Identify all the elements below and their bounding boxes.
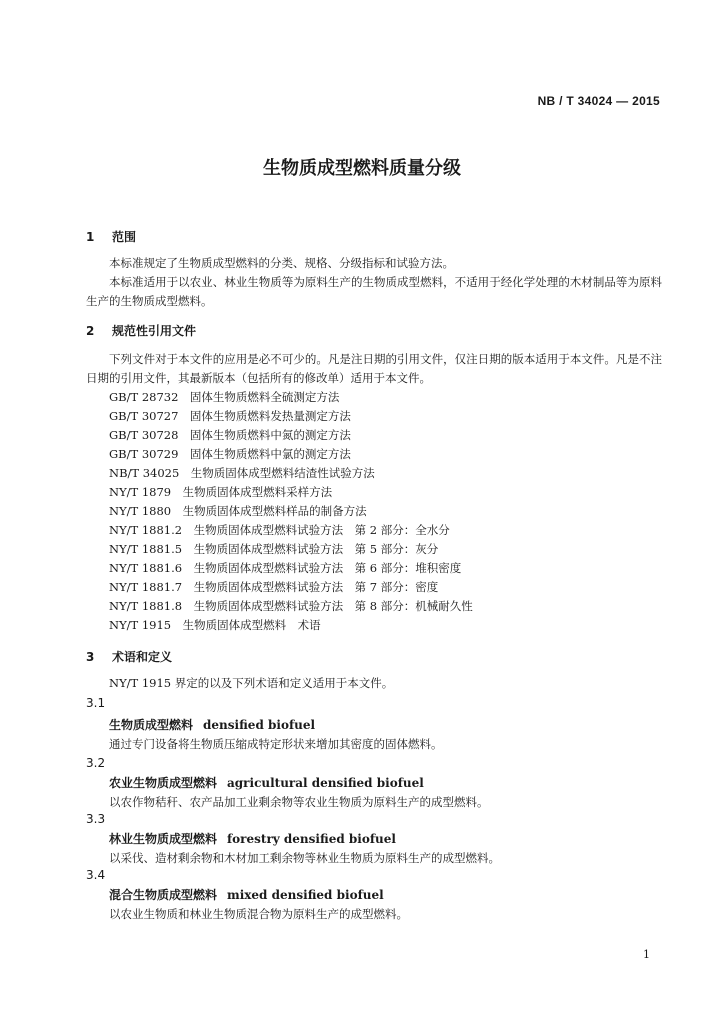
term-cn: 混合生物质成型燃料 — [109, 888, 218, 902]
term-number: 3.1 — [86, 696, 106, 710]
section-title: 规范性引用文件 — [112, 324, 197, 338]
references-intro: 下列文件对于本文件的应用是必不可少的。凡是注日期的引用文件，仅注日期的版本适用于本文件。凡是不注日期的引用文件，其最新版本（包括所有的修改单）适用于本文件。 — [86, 352, 662, 385]
term-heading — [109, 774, 424, 791]
term-en: forestry densified biofuel — [227, 832, 396, 846]
terms-intro: NY/T 1915 界定的以及下列术语和定义适用于本文件。 — [109, 676, 394, 690]
reference-item: NY/T 1881.5 生物质固体成型燃料试验方法 第 5 部分：灰分 — [109, 542, 439, 556]
term-cn: 林业生物质成型燃料 — [109, 832, 218, 846]
section-title: 术语和定义 — [112, 650, 173, 664]
section-2-heading — [86, 322, 196, 339]
reference-item: NY/T 1881.2 生物质固体成型燃料试验方法 第 2 部分：全水分 — [109, 523, 450, 537]
term-heading — [109, 830, 396, 847]
scope-paragraph-2: 本标准适用于以农业、林业生物质等为原料生产的生物质成型燃料，不适用于经化学处理的木材制品等为原料生产的生物质成型燃料。 — [86, 275, 662, 308]
term-number: 3.4 — [86, 868, 106, 882]
term-definition: 以农作物秸秆、农产品加工业剩余物等农业生物质为原料生产的成型燃料。 — [109, 795, 489, 809]
section-number: 3 — [86, 650, 95, 664]
term-cn: 农业生物质成型燃料 — [109, 776, 218, 790]
term-heading — [109, 886, 384, 903]
section-number: 2 — [86, 324, 95, 338]
reference-item: NY/T 1880 生物质固体成型燃料样品的制备方法 — [109, 504, 367, 518]
term-heading — [109, 716, 315, 733]
reference-item: NY/T 1881.6 生物质固体成型燃料试验方法 第 6 部分：堆积密度 — [109, 561, 462, 575]
reference-item: NY/T 1881.8 生物质固体成型燃料试验方法 第 8 部分：机械耐久性 — [109, 599, 473, 613]
reference-item: GB/T 30727 固体生物质燃料发热量测定方法 — [109, 409, 351, 423]
reference-item: GB/T 30728 固体生物质燃料中氮的测定方法 — [109, 428, 351, 442]
reference-item: GB/T 30729 固体生物质燃料中氯的测定方法 — [109, 447, 351, 461]
term-cn: 生物质成型燃料 — [109, 718, 194, 732]
term-en: densified biofuel — [203, 718, 316, 732]
term-definition: 通过专门设备将生物质压缩成特定形状来增加其密度的固体燃料。 — [109, 737, 443, 751]
term-number: 3.2 — [86, 756, 106, 770]
document-title: 生物质成型燃料质量分级 — [263, 158, 461, 179]
section-number: 1 — [86, 230, 95, 244]
section-1-heading — [86, 228, 136, 245]
term-definition: 以采伐、造材剩余物和木材加工剩余物等林业生物质为原料生产的成型燃料。 — [109, 851, 500, 865]
term-en: agricultural densified biofuel — [227, 776, 424, 790]
standard-code: NB / T 34024 — 2015 — [537, 94, 660, 108]
reference-item: NY/T 1881.7 生物质固体成型燃料试验方法 第 7 部分：密度 — [109, 580, 439, 594]
scope-paragraph-1: 本标准规定了生物质成型燃料的分类、规格、分级指标和试验方法。 — [109, 256, 454, 270]
reference-item: NY/T 1879 生物质固体成型燃料采样方法 — [109, 485, 333, 499]
term-number: 3.3 — [86, 812, 106, 826]
section-3-heading — [86, 648, 172, 665]
reference-item: NY/T 1915 生物质固体成型燃料 术语 — [109, 618, 321, 632]
term-en: mixed densified biofuel — [227, 888, 384, 902]
section-title: 范围 — [112, 230, 137, 244]
page-number: 1 — [643, 948, 650, 961]
reference-item: NB/T 34025 生物质固体成型燃料结渣性试验方法 — [109, 466, 375, 480]
term-definition: 以农业生物质和林业生物质混合物为原料生产的成型燃料。 — [109, 907, 408, 921]
reference-item: GB/T 28732 固体生物质燃料全硫测定方法 — [109, 390, 340, 404]
